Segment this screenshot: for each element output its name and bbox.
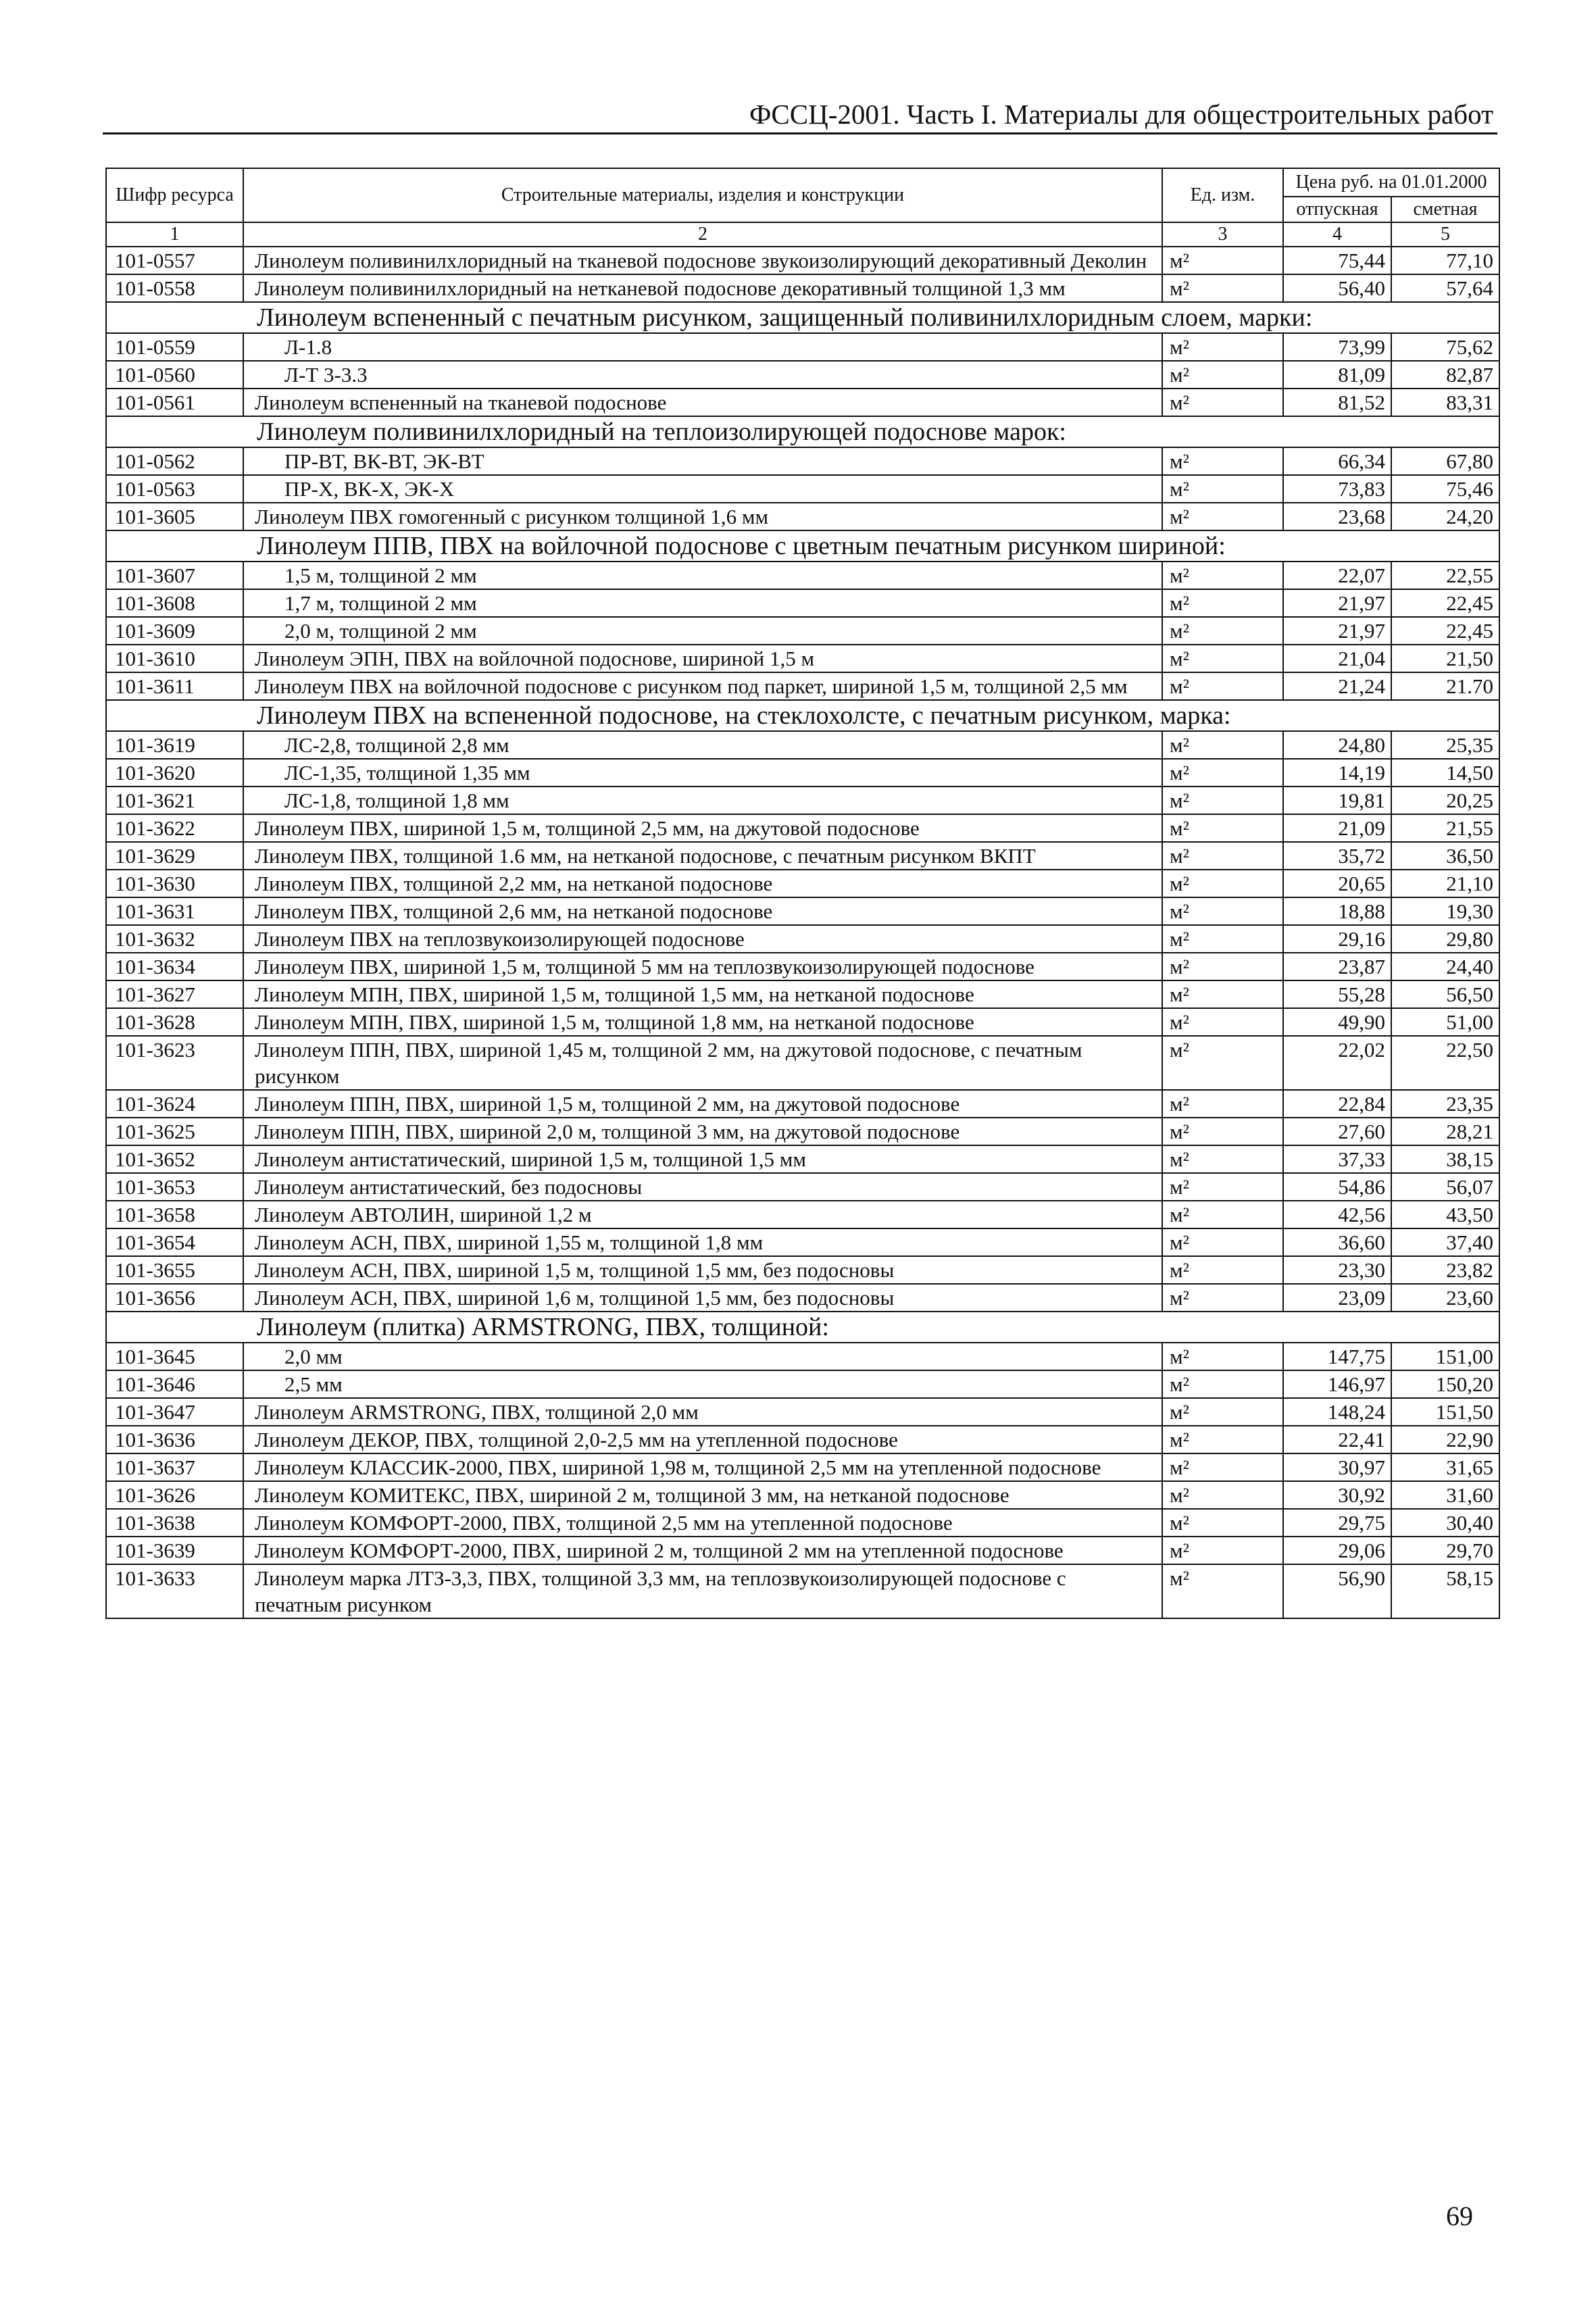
resource-code-cell: 101-0561 <box>106 389 243 416</box>
section-heading: Линолеум ПВХ на вспененной подоснове, на стеклохолсте, с печатным рисунком, марка: <box>106 700 1499 731</box>
price-table <box>105 168 1500 1619</box>
material-name-cell: 2,0 м, толщиной 2 мм <box>243 617 1162 645</box>
estimate-price-cell: 21,55 <box>1391 814 1499 842</box>
resource-code-cell: 101-3611 <box>106 672 243 700</box>
material-name-cell: 2,5 мм <box>243 1370 1162 1398</box>
page-number: 69 <box>1446 2201 1473 2231</box>
material-name-cell: Линолеум ПВХ, шириной 1,5 м, толщиной 5 мм на теплозвукоизолирующей подоснове <box>243 953 1162 980</box>
release-price-cell: 30,92 <box>1283 1481 1391 1509</box>
release-price-cell: 23,09 <box>1283 1284 1391 1312</box>
release-price-cell: 24,80 <box>1283 731 1391 759</box>
unit-cell: м² <box>1162 503 1283 530</box>
column-number: 3 <box>1162 222 1283 247</box>
estimate-price-cell: 24,20 <box>1391 503 1499 530</box>
unit-cell: м² <box>1162 1201 1283 1228</box>
unit-cell: м² <box>1162 672 1283 700</box>
column-header-release-price: отпускная <box>1283 197 1391 222</box>
estimate-price-cell: 36,50 <box>1391 842 1499 870</box>
unit-cell: м² <box>1162 1481 1283 1509</box>
table-row <box>106 1564 1499 1618</box>
estimate-price-cell: 21,10 <box>1391 870 1499 897</box>
estimate-price-cell: 30,40 <box>1391 1509 1499 1537</box>
material-name-cell: Линолеум МПН, ПВХ, шириной 1,5 м, толщиной 1,8 мм, на нетканой подоснове <box>243 1008 1162 1036</box>
estimate-price-cell: 14,50 <box>1391 759 1499 787</box>
estimate-price-cell: 28,21 <box>1391 1118 1499 1145</box>
resource-code-cell: 101-3609 <box>106 617 243 645</box>
material-name-cell: Линолеум поливинилхлоридный на тканевой подоснове звукоизолирующий декоративный Деколин <box>243 247 1162 274</box>
estimate-price-cell: 151,00 <box>1391 1343 1499 1370</box>
unit-cell: м² <box>1162 787 1283 814</box>
material-name-cell: Линолеум ЭПН, ПВХ на войлочной подоснове, шириной 1,5 м <box>243 645 1162 672</box>
table-row <box>106 1008 1499 1036</box>
resource-code-cell: 101-0562 <box>106 447 243 475</box>
table-row <box>106 814 1499 842</box>
resource-code-cell: 101-3619 <box>106 731 243 759</box>
estimate-price-cell: 31,65 <box>1391 1453 1499 1481</box>
table-row <box>106 274 1499 302</box>
resource-code-cell: 101-3637 <box>106 1453 243 1481</box>
unit-cell: м² <box>1162 1228 1283 1256</box>
section-heading: Линолеум (плитка) ARMSTRONG, ПВХ, толщиной: <box>106 1312 1499 1343</box>
unit-cell: м² <box>1162 980 1283 1008</box>
resource-code-cell: 101-3633 <box>106 1564 243 1618</box>
estimate-price-cell: 22,45 <box>1391 617 1499 645</box>
estimate-price-cell: 22,45 <box>1391 589 1499 617</box>
material-name-cell: Линолеум АСН, ПВХ, шириной 1,5 м, толщиной 1,5 мм, без подосновы <box>243 1256 1162 1284</box>
release-price-cell: 22,07 <box>1283 562 1391 589</box>
estimate-price-cell: 83,31 <box>1391 389 1499 416</box>
unit-cell: м² <box>1162 475 1283 503</box>
unit-cell: м² <box>1162 361 1283 389</box>
column-header-estimate-price: сметная <box>1391 197 1499 222</box>
section-heading: Линолеум ППВ, ПВХ на войлочной подоснове с цветным печатным рисунком шириной: <box>106 530 1499 562</box>
resource-code-cell: 101-0558 <box>106 274 243 302</box>
release-price-cell: 30,97 <box>1283 1453 1391 1481</box>
unit-cell: м² <box>1162 1173 1283 1201</box>
table-row <box>106 1284 1499 1312</box>
resource-code-cell: 101-3636 <box>106 1426 243 1453</box>
material-name-cell: Линолеум ПВХ, толщиной 2,6 мм, на нетканой подоснове <box>243 897 1162 925</box>
estimate-price-cell: 25,35 <box>1391 731 1499 759</box>
table-row <box>106 1426 1499 1453</box>
table-row <box>106 1453 1499 1481</box>
column-header-price: Цена руб. на 01.01.2000 <box>1283 168 1499 197</box>
estimate-price-cell: 51,00 <box>1391 1008 1499 1036</box>
unit-cell: м² <box>1162 759 1283 787</box>
estimate-price-cell: 82,87 <box>1391 361 1499 389</box>
resource-code-cell: 101-3634 <box>106 953 243 980</box>
release-price-cell: 56,40 <box>1283 274 1391 302</box>
material-name-cell: 2,0 мм <box>243 1343 1162 1370</box>
release-price-cell: 20,65 <box>1283 870 1391 897</box>
estimate-price-cell: 150,20 <box>1391 1370 1499 1398</box>
estimate-price-cell: 67,80 <box>1391 447 1499 475</box>
unit-cell: м² <box>1162 1537 1283 1564</box>
release-price-cell: 21,24 <box>1283 672 1391 700</box>
estimate-price-cell: 31,60 <box>1391 1481 1499 1509</box>
column-number: 5 <box>1391 222 1499 247</box>
release-price-cell: 73,83 <box>1283 475 1391 503</box>
price-table-body <box>106 247 1499 1618</box>
table-row <box>106 672 1499 700</box>
column-header-unit: Ед. изм. <box>1162 168 1283 222</box>
unit-cell: м² <box>1162 842 1283 870</box>
resource-code-cell: 101-0563 <box>106 475 243 503</box>
release-price-cell: 81,09 <box>1283 361 1391 389</box>
unit-cell: м² <box>1162 953 1283 980</box>
material-name-cell: 1,7 м, толщиной 2 мм <box>243 589 1162 617</box>
table-row <box>106 247 1499 274</box>
resource-code-cell: 101-0557 <box>106 247 243 274</box>
material-name-cell: ЛС-1,35, толщиной 1,35 мм <box>243 759 1162 787</box>
release-price-cell: 54,86 <box>1283 1173 1391 1201</box>
release-price-cell: 29,16 <box>1283 925 1391 953</box>
material-name-cell: Линолеум ПВХ, шириной 1,5 м, толщиной 2,5 мм, на джутовой подоснове <box>243 814 1162 842</box>
unit-cell: м² <box>1162 247 1283 274</box>
resource-code-cell: 101-3652 <box>106 1145 243 1173</box>
release-price-cell: 27,60 <box>1283 1118 1391 1145</box>
column-header-code: Шифр ресурса <box>106 168 243 222</box>
table-row <box>106 645 1499 672</box>
section-heading-row <box>106 1312 1499 1343</box>
unit-cell: м² <box>1162 274 1283 302</box>
estimate-price-cell: 23,82 <box>1391 1256 1499 1284</box>
table-row <box>106 1228 1499 1256</box>
estimate-price-cell: 23,35 <box>1391 1090 1499 1118</box>
release-price-cell: 14,19 <box>1283 759 1391 787</box>
table-row <box>106 475 1499 503</box>
estimate-price-cell: 56,50 <box>1391 980 1499 1008</box>
table-row <box>106 1173 1499 1201</box>
table-row <box>106 759 1499 787</box>
release-price-cell: 146,97 <box>1283 1370 1391 1398</box>
table-row <box>106 925 1499 953</box>
release-price-cell: 36,60 <box>1283 1228 1391 1256</box>
unit-cell: м² <box>1162 1453 1283 1481</box>
release-price-cell: 23,87 <box>1283 953 1391 980</box>
column-number: 1 <box>106 222 243 247</box>
unit-cell: м² <box>1162 897 1283 925</box>
estimate-price-cell: 56,07 <box>1391 1173 1499 1201</box>
material-name-cell: ЛС-1,8, толщиной 1,8 мм <box>243 787 1162 814</box>
table-row <box>106 1481 1499 1509</box>
table-row <box>106 1537 1499 1564</box>
table-row <box>106 897 1499 925</box>
table-row <box>106 1090 1499 1118</box>
unit-cell: м² <box>1162 1118 1283 1145</box>
resource-code-cell: 101-3625 <box>106 1118 243 1145</box>
material-name-cell: Линолеум поливинилхлоридный на нетканевой подоснове декоративный толщиной 1,3 мм <box>243 274 1162 302</box>
resource-code-cell: 101-3621 <box>106 787 243 814</box>
unit-cell: м² <box>1162 389 1283 416</box>
estimate-price-cell: 22,90 <box>1391 1426 1499 1453</box>
unit-cell: м² <box>1162 814 1283 842</box>
table-row <box>106 842 1499 870</box>
material-name-cell: ЛС-2,8, толщиной 2,8 мм <box>243 731 1162 759</box>
resource-code-cell: 101-3631 <box>106 897 243 925</box>
material-name-cell: Линолеум ПВХ, толщиной 1.6 мм, на нетканой подоснове, с печатным рисунком ВКПТ <box>243 842 1162 870</box>
table-row <box>106 870 1499 897</box>
material-name-cell: ПР-Х, ВК-Х, ЭК-Х <box>243 475 1162 503</box>
material-name-cell: Линолеум АСН, ПВХ, шириной 1,55 м, толщиной 1,8 мм <box>243 1228 1162 1256</box>
table-row <box>106 361 1499 389</box>
unit-cell: м² <box>1162 1370 1283 1398</box>
material-name-cell: Линолеум КОМФОРТ-2000, ПВХ, шириной 2 м, толщиной 2 мм на утепленной подоснове <box>243 1537 1162 1564</box>
table-row <box>106 389 1499 416</box>
release-price-cell: 55,28 <box>1283 980 1391 1008</box>
table-row <box>106 731 1499 759</box>
header-rule <box>103 132 1497 134</box>
material-name-cell: Линолеум марка ЛТЗ-3,3, ПВХ, толщиной 3,3 мм, на теплозвукоизолирующей подоснове с печатным рисунком <box>243 1564 1162 1618</box>
unit-cell: м² <box>1162 1036 1283 1090</box>
table-row <box>106 953 1499 980</box>
material-name-cell: Л-1.8 <box>243 333 1162 361</box>
estimate-price-cell: 23,60 <box>1391 1284 1499 1312</box>
unit-cell: м² <box>1162 1008 1283 1036</box>
table-row <box>106 1145 1499 1173</box>
table-row <box>106 1343 1499 1370</box>
unit-cell: м² <box>1162 1564 1283 1618</box>
section-heading-row <box>106 700 1499 731</box>
estimate-price-cell: 29,80 <box>1391 925 1499 953</box>
resource-code-cell: 101-3655 <box>106 1256 243 1284</box>
estimate-price-cell: 38,15 <box>1391 1145 1499 1173</box>
release-price-cell: 21,97 <box>1283 617 1391 645</box>
unit-cell: м² <box>1162 1398 1283 1426</box>
release-price-cell: 23,30 <box>1283 1256 1391 1284</box>
material-name-cell: ПР-ВТ, ВК-ВТ, ЭК-ВТ <box>243 447 1162 475</box>
estimate-price-cell: 20,25 <box>1391 787 1499 814</box>
section-heading: Линолеум вспененный с печатным рисунком, защищенный поливинилхлоридным слоем, марки: <box>106 302 1499 333</box>
table-row <box>106 980 1499 1008</box>
resource-code-cell: 101-3607 <box>106 562 243 589</box>
material-name-cell: Линолеум ППН, ПВХ, шириной 1,45 м, толщиной 2 мм, на джутовой подоснове, с печатным рисунком <box>243 1036 1162 1090</box>
release-price-cell: 148,24 <box>1283 1398 1391 1426</box>
resource-code-cell: 101-3622 <box>106 814 243 842</box>
unit-cell: м² <box>1162 562 1283 589</box>
page-header-title: ФССЦ-2001. Часть I. Материалы для общестроительных работ <box>749 99 1493 130</box>
resource-code-cell: 101-3653 <box>106 1173 243 1201</box>
release-price-cell: 22,02 <box>1283 1036 1391 1090</box>
resource-code-cell: 101-3647 <box>106 1398 243 1426</box>
resource-code-cell: 101-3656 <box>106 1284 243 1312</box>
table-row <box>106 1118 1499 1145</box>
release-price-cell: 37,33 <box>1283 1145 1391 1173</box>
release-price-cell: 29,75 <box>1283 1509 1391 1537</box>
unit-cell: м² <box>1162 1509 1283 1537</box>
material-name-cell: Линолеум КОМФОРТ-2000, ПВХ, толщиной 2,5 мм на утепленной подоснове <box>243 1509 1162 1537</box>
material-name-cell: Линолеум ДЕКОР, ПВХ, толщиной 2,0-2,5 мм на утепленной подоснове <box>243 1426 1162 1453</box>
unit-cell: м² <box>1162 1426 1283 1453</box>
resource-code-cell: 101-3608 <box>106 589 243 617</box>
estimate-price-cell: 21,50 <box>1391 645 1499 672</box>
resource-code-cell: 101-3645 <box>106 1343 243 1370</box>
material-name-cell: Линолеум ПВХ на теплозвукоизолирующей подоснове <box>243 925 1162 953</box>
release-price-cell: 42,56 <box>1283 1201 1391 1228</box>
unit-cell: м² <box>1162 1145 1283 1173</box>
resource-code-cell: 101-3620 <box>106 759 243 787</box>
section-heading-row <box>106 302 1499 333</box>
release-price-cell: 56,90 <box>1283 1564 1391 1618</box>
release-price-cell: 21,97 <box>1283 589 1391 617</box>
estimate-price-cell: 58,15 <box>1391 1564 1499 1618</box>
estimate-price-cell: 21.70 <box>1391 672 1499 700</box>
unit-cell: м² <box>1162 1256 1283 1284</box>
resource-code-cell: 101-0559 <box>106 333 243 361</box>
release-price-cell: 35,72 <box>1283 842 1391 870</box>
release-price-cell: 73,99 <box>1283 333 1391 361</box>
unit-cell: м² <box>1162 645 1283 672</box>
unit-cell: м² <box>1162 870 1283 897</box>
material-name-cell: Линолеум ППН, ПВХ, шириной 2,0 м, толщиной 3 мм, на джутовой подоснове <box>243 1118 1162 1145</box>
material-name-cell: Линолеум ПВХ на войлочной подоснове с рисунком под паркет, шириной 1,5 м, толщиной 2,5 мм <box>243 672 1162 700</box>
estimate-price-cell: 151,50 <box>1391 1398 1499 1426</box>
resource-code-cell: 101-3639 <box>106 1537 243 1564</box>
section-heading: Линолеум поливинилхлоридный на теплоизолирующей подоснове марок: <box>106 416 1499 447</box>
column-number: 2 <box>243 222 1162 247</box>
material-name-cell: Линолеум антистатический, шириной 1,5 м, толщиной 1,5 мм <box>243 1145 1162 1173</box>
estimate-price-cell: 43,50 <box>1391 1201 1499 1228</box>
release-price-cell: 18,88 <box>1283 897 1391 925</box>
unit-cell: м² <box>1162 333 1283 361</box>
table-row <box>106 333 1499 361</box>
material-name-cell: Линолеум АСН, ПВХ, шириной 1,6 м, толщиной 1,5 мм, без подосновы <box>243 1284 1162 1312</box>
release-price-cell: 29,06 <box>1283 1537 1391 1564</box>
resource-code-cell: 101-3605 <box>106 503 243 530</box>
estimate-price-cell: 75,62 <box>1391 333 1499 361</box>
resource-code-cell: 101-3658 <box>106 1201 243 1228</box>
table-row <box>106 787 1499 814</box>
material-name-cell: Линолеум ПВХ гомогенный с рисунком толщиной 1,6 мм <box>243 503 1162 530</box>
resource-code-cell: 101-3630 <box>106 870 243 897</box>
release-price-cell: 75,44 <box>1283 247 1391 274</box>
material-name-cell: 1,5 м, толщиной 2 мм <box>243 562 1162 589</box>
unit-cell: м² <box>1162 1343 1283 1370</box>
release-price-cell: 49,90 <box>1283 1008 1391 1036</box>
release-price-cell: 66,34 <box>1283 447 1391 475</box>
release-price-cell: 147,75 <box>1283 1343 1391 1370</box>
unit-cell: м² <box>1162 925 1283 953</box>
table-row <box>106 617 1499 645</box>
estimate-price-cell: 22,50 <box>1391 1036 1499 1090</box>
release-price-cell: 22,41 <box>1283 1426 1391 1453</box>
release-price-cell: 19,81 <box>1283 787 1391 814</box>
release-price-cell: 23,68 <box>1283 503 1391 530</box>
resource-code-cell: 101-3654 <box>106 1228 243 1256</box>
section-heading-row <box>106 530 1499 562</box>
material-name-cell: Линолеум КЛАССИК-2000, ПВХ, шириной 1,98 м, толщиной 2,5 мм на утепленной подоснове <box>243 1453 1162 1481</box>
table-row <box>106 562 1499 589</box>
estimate-price-cell: 24,40 <box>1391 953 1499 980</box>
unit-cell: м² <box>1162 731 1283 759</box>
unit-cell: м² <box>1162 1284 1283 1312</box>
resource-code-cell: 101-3610 <box>106 645 243 672</box>
estimate-price-cell: 37,40 <box>1391 1228 1499 1256</box>
price-table-container <box>105 168 1500 1619</box>
material-name-cell: Линолеум ПВХ, толщиной 2,2 мм, на нетканой подоснове <box>243 870 1162 897</box>
unit-cell: м² <box>1162 1090 1283 1118</box>
material-name-cell: Линолеум ARMSTRONG, ПВХ, толщиной 2,0 мм <box>243 1398 1162 1426</box>
resource-code-cell: 101-3629 <box>106 842 243 870</box>
material-name-cell: Линолеум АВТОЛИН, шириной 1,2 м <box>243 1201 1162 1228</box>
resource-code-cell: 101-3623 <box>106 1036 243 1090</box>
column-header-name: Строительные материалы, изделия и конструкции <box>243 168 1162 222</box>
table-row <box>106 1256 1499 1284</box>
material-name-cell: Л-Т 3-3.3 <box>243 361 1162 389</box>
unit-cell: м² <box>1162 617 1283 645</box>
estimate-price-cell: 75,46 <box>1391 475 1499 503</box>
resource-code-cell: 101-3626 <box>106 1481 243 1509</box>
resource-code-cell: 101-3632 <box>106 925 243 953</box>
unit-cell: м² <box>1162 589 1283 617</box>
resource-code-cell: 101-3628 <box>106 1008 243 1036</box>
material-name-cell: Линолеум КОМИТЕКС, ПВХ, шириной 2 м, толщиной 3 мм, на нетканой подоснове <box>243 1481 1162 1509</box>
resource-code-cell: 101-0560 <box>106 361 243 389</box>
estimate-price-cell: 77,10 <box>1391 247 1499 274</box>
material-name-cell: Линолеум МПН, ПВХ, шириной 1,5 м, толщиной 1,5 мм, на нетканой подоснове <box>243 980 1162 1008</box>
release-price-cell: 81,52 <box>1283 389 1391 416</box>
release-price-cell: 21,04 <box>1283 645 1391 672</box>
table-row <box>106 1509 1499 1537</box>
unit-cell: м² <box>1162 447 1283 475</box>
estimate-price-cell: 19,30 <box>1391 897 1499 925</box>
section-heading-row <box>106 416 1499 447</box>
estimate-price-cell: 29,70 <box>1391 1537 1499 1564</box>
release-price-cell: 22,84 <box>1283 1090 1391 1118</box>
table-row <box>106 1398 1499 1426</box>
table-row <box>106 589 1499 617</box>
column-number: 4 <box>1283 222 1391 247</box>
table-row <box>106 1036 1499 1090</box>
material-name-cell: Линолеум антистатический, без подосновы <box>243 1173 1162 1201</box>
material-name-cell: Линолеум вспененный на тканевой подоснове <box>243 389 1162 416</box>
table-row <box>106 1201 1499 1228</box>
resource-code-cell: 101-3624 <box>106 1090 243 1118</box>
material-name-cell: Линолеум ППН, ПВХ, шириной 1,5 м, толщиной 2 мм, на джутовой подоснове <box>243 1090 1162 1118</box>
resource-code-cell: 101-3638 <box>106 1509 243 1537</box>
release-price-cell: 21,09 <box>1283 814 1391 842</box>
table-row <box>106 447 1499 475</box>
table-row <box>106 503 1499 530</box>
resource-code-cell: 101-3627 <box>106 980 243 1008</box>
estimate-price-cell: 57,64 <box>1391 274 1499 302</box>
table-row <box>106 1370 1499 1398</box>
estimate-price-cell: 22,55 <box>1391 562 1499 589</box>
resource-code-cell: 101-3646 <box>106 1370 243 1398</box>
